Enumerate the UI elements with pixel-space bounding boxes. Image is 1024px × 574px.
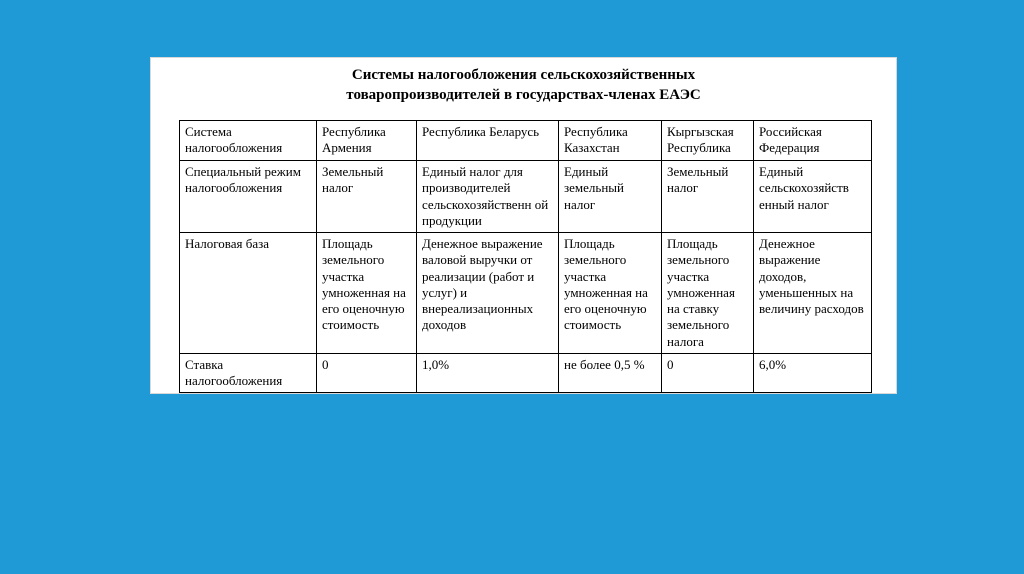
table-cell: Денежное выражение доходов, уменьшенных на величину расходов [754,233,872,354]
table-row-tax-base [180,233,872,354]
table-header-row [180,121,872,161]
table-cell: 6,0% [754,353,872,393]
header-cell-kyrgyzstan: Кыргызская Республика [662,121,754,161]
tax-systems-table [179,120,872,393]
table-cell: Единый сельскохозяйств енный налог [754,161,872,233]
row-label-tax-base: Налоговая база [180,233,317,354]
tax-table-wrapper [179,120,871,393]
table-cell: 0 [662,353,754,393]
table-cell: 0 [317,353,417,393]
header-cell-russia: Российская Федерация [754,121,872,161]
table-cell: 1,0% [417,353,559,393]
table-cell: Единый земельный налог [559,161,662,233]
table-cell: Площадь земельного участка умноженная на ставку земельного налога [662,233,754,354]
table-cell: Площадь земельного участка умноженная на его оценочную стоимость [559,233,662,354]
header-cell-armenia: Республика Армения [317,121,417,161]
table-cell: Земельный налог [662,161,754,233]
row-label-special-regime: Специальный режим налогообложения [180,161,317,233]
table-cell: Денежное выражение валовой выручки от реализации (работ и услуг) и внереализационных доходов [417,233,559,354]
slide-title-line1: Системы налогообложения сельскохозяйственных [351,67,696,83]
table-row-special-regime [180,161,872,233]
table-row-tax-rate [180,353,872,393]
slide-title [151,58,896,106]
table-cell: Земельный налог [317,161,417,233]
header-cell-belarus: Республика Беларусь [417,121,559,161]
header-cell-kazakhstan: Республика Казахстан [559,121,662,161]
slide-title-line2: товаропроизводителей в государствах-членах ЕАЭС [346,87,701,104]
table-cell: Площадь земельного участка умноженная на его оценочную стоимость [317,233,417,354]
table-cell: не более 0,5 % [559,353,662,393]
table-cell: Единый налог для производителей сельскохозяйственн ой продукции [417,161,559,233]
row-label-tax-rate: Ставка налогообложения [180,353,317,393]
content-panel [150,57,897,394]
header-cell-system: Система налогообложения [180,121,317,161]
